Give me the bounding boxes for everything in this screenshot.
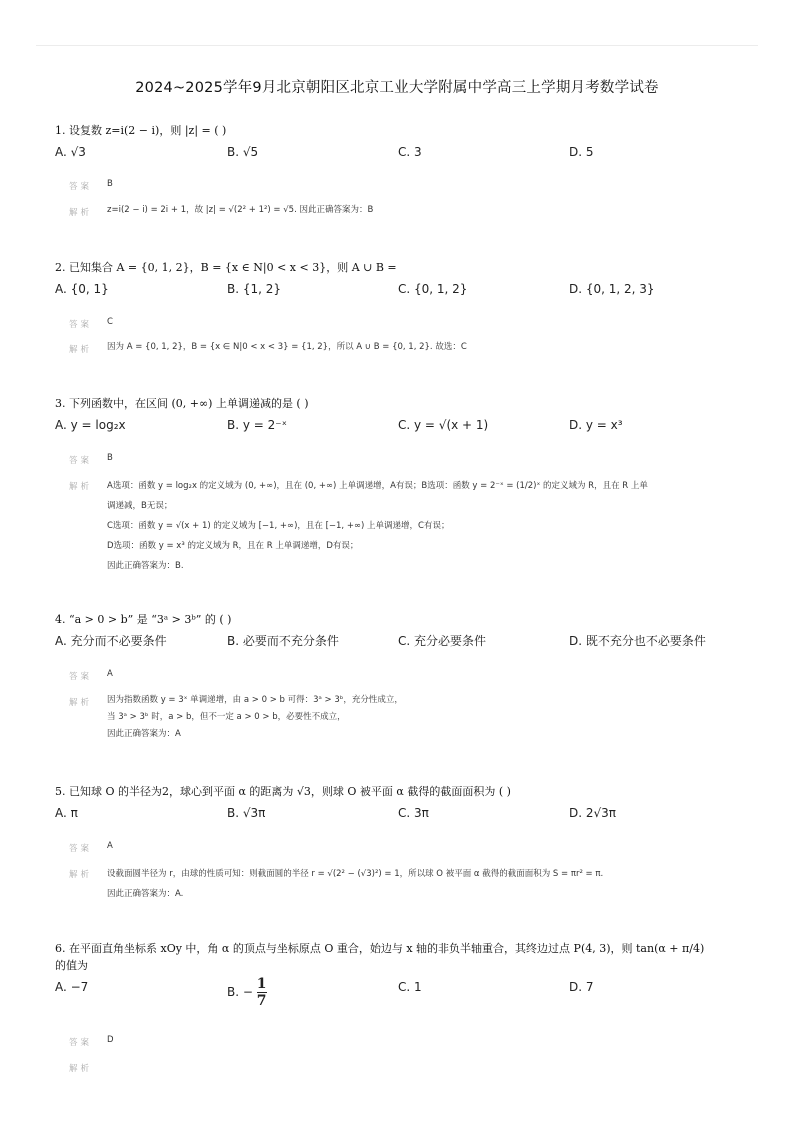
analysis-line: 因此正确答案为：A xyxy=(107,729,181,739)
analysis-text xyxy=(107,692,727,743)
fraction-numerator: 1 xyxy=(256,976,267,992)
answer-value: D xyxy=(107,1035,114,1045)
analysis-label: 解析 xyxy=(69,1064,93,1074)
answer-value: B xyxy=(107,453,113,463)
analysis-line: C选项：函数 y = √(x + 1) 的定义域为 [−1, +∞)，且在 [−1, +∞) 上单调递增，C有误； xyxy=(107,521,450,531)
option-c[interactable]: C. {0, 1, 2} xyxy=(398,282,468,296)
option-b-fraction xyxy=(257,977,267,1008)
answer-label: 答案 xyxy=(69,1038,93,1048)
answer-label: 答案 xyxy=(69,320,93,330)
analysis-line: 调递减，B无误； xyxy=(107,501,173,511)
option-d[interactable]: D. 5 xyxy=(569,145,594,159)
answer-value: C xyxy=(107,317,113,327)
analysis-line: 当 3ᵃ > 3ᵇ 时，a > b，但不一定 a > 0 > b，必要性不成立， xyxy=(107,712,346,722)
option-d[interactable]: D. 2√3π xyxy=(569,806,617,820)
analysis-text xyxy=(107,339,727,356)
question-6 xyxy=(55,940,755,1013)
question-3 xyxy=(55,395,755,435)
option-b[interactable]: B. y = 2⁻ˣ xyxy=(227,418,287,432)
option-a[interactable]: A. {0, 1} xyxy=(55,282,109,296)
analysis-label: 解析 xyxy=(69,698,93,708)
analysis-line: A选项：函数 y = log₂x 的定义域为 (0, +∞)，且在 (0, +∞) 上单调递增，A有误；B选项：函数 y = 2⁻ˣ = (1/2)ˣ 的定义域为 R，且在 R 上单 xyxy=(107,481,648,491)
analysis-text xyxy=(107,202,727,219)
analysis-line: 因此正确答案为：B. xyxy=(107,561,184,571)
options-row xyxy=(55,631,755,651)
option-a[interactable]: A. 充分而不必要条件 xyxy=(55,634,167,648)
page-title: 2024~2025学年9月北京朝阳区北京工业大学附属中学高三上学期月考数学试卷 xyxy=(135,80,659,96)
analysis-line: 因此正确答案为：A. xyxy=(107,889,184,899)
option-a[interactable]: A. √3 xyxy=(55,145,86,159)
answer-value: A xyxy=(107,841,113,851)
analysis-label: 解析 xyxy=(69,345,93,355)
answer-label: 答案 xyxy=(69,456,93,466)
question-5 xyxy=(55,783,755,823)
option-d[interactable]: D. 既不充分也不必要条件 xyxy=(569,634,706,648)
analysis-line: 因为 A = {0, 1, 2}，B = {x ∈ N|0 < x < 3} = {1, 2}，所以 A ∪ B = {0, 1, 2}. 故选：C xyxy=(107,342,467,352)
option-d[interactable]: D. 7 xyxy=(569,980,594,994)
question-4 xyxy=(55,611,755,651)
options-row xyxy=(55,977,755,1013)
option-c[interactable]: C. 3 xyxy=(398,145,422,159)
fraction-denominator: 7 xyxy=(256,993,267,1009)
question-stem: 5. 已知球 O 的半径为2，球心到平面 α 的距离为 √3，则球 O 被平面 α 截得的截面面积为 ( ) xyxy=(55,785,511,798)
options-row xyxy=(55,415,755,435)
option-d[interactable]: D. y = x³ xyxy=(569,418,623,432)
option-b[interactable] xyxy=(227,977,267,1008)
top-divider xyxy=(36,45,758,46)
answer-label: 答案 xyxy=(69,182,93,192)
option-b-text: B. − xyxy=(227,985,253,999)
answer-value: B xyxy=(107,179,113,189)
option-c[interactable]: C. 1 xyxy=(398,980,422,994)
analysis-line: z=i(2 − i) = 2i + 1，故 |z| = √(2² + 1²) = √5. 因此正确答案为：B xyxy=(107,205,374,215)
options-row xyxy=(55,279,755,299)
option-a[interactable]: A. y = log₂x xyxy=(55,418,126,432)
option-b[interactable]: B. √3π xyxy=(227,806,266,820)
analysis-text xyxy=(107,864,727,904)
analysis-label: 解析 xyxy=(69,870,93,880)
option-b[interactable]: B. {1, 2} xyxy=(227,282,282,296)
analysis-label: 解析 xyxy=(69,208,93,218)
option-a[interactable]: A. −7 xyxy=(55,980,89,994)
option-b[interactable]: B. √5 xyxy=(227,145,259,159)
question-stem: 4. “a > 0 > b” 是 “3ᵃ > 3ᵇ” 的 ( ) xyxy=(55,613,232,626)
answer-label: 答案 xyxy=(69,672,93,682)
question-stem: 2. 已知集合 A = {0, 1, 2}，B = {x ∈ N|0 < x < 3}，则 A ∪ B = xyxy=(55,261,397,274)
answer-value: A xyxy=(107,669,113,679)
option-c[interactable]: C. 充分必要条件 xyxy=(398,634,487,648)
question-stem: 6. 在平面直角坐标系 xOy 中，角 α 的顶点与坐标原点 O 重合，始边与 x 轴的非负半轴重合，其终边过点 P(4, 3)，则 tan(α + π/4) xyxy=(55,942,705,955)
analysis-line: 设截面圆半径为 r，由球的性质可知：则截面圆的半径 r = √(2² − (√3)²) = 1，所以球 O 被平面 α 截得的截面面积为 S = πr² = π. xyxy=(107,869,604,879)
question-stem: 1. 设复数 z=i(2 − i)，则 |z| = ( ) xyxy=(55,124,227,137)
question-stem-continued: 的值为 xyxy=(55,959,88,972)
option-c[interactable]: C. 3π xyxy=(398,806,429,820)
question-2 xyxy=(55,259,755,299)
options-row xyxy=(55,803,755,823)
answer-label: 答案 xyxy=(69,844,93,854)
analysis-line: 因为指数函数 y = 3ˣ 单调递增，由 a > 0 > b 可得：3ᵃ > 3ᵇ，充分性成立， xyxy=(107,695,403,705)
options-row xyxy=(55,142,755,162)
analysis-label: 解析 xyxy=(69,482,93,492)
option-d[interactable]: D. {0, 1, 2, 3} xyxy=(569,282,655,296)
question-stem: 3. 下列函数中，在区间 (0, +∞) 上单调递减的是 ( ) xyxy=(55,397,309,410)
option-c[interactable]: C. y = √(x + 1) xyxy=(398,418,489,432)
analysis-line: D选项：函数 y = x³ 的定义域为 R，且在 R 上单调递增，D有误； xyxy=(107,541,359,551)
option-b[interactable]: B. 必要而不充分条件 xyxy=(227,634,339,648)
option-a[interactable]: A. π xyxy=(55,806,78,820)
question-1 xyxy=(55,122,755,162)
analysis-text xyxy=(107,476,727,576)
